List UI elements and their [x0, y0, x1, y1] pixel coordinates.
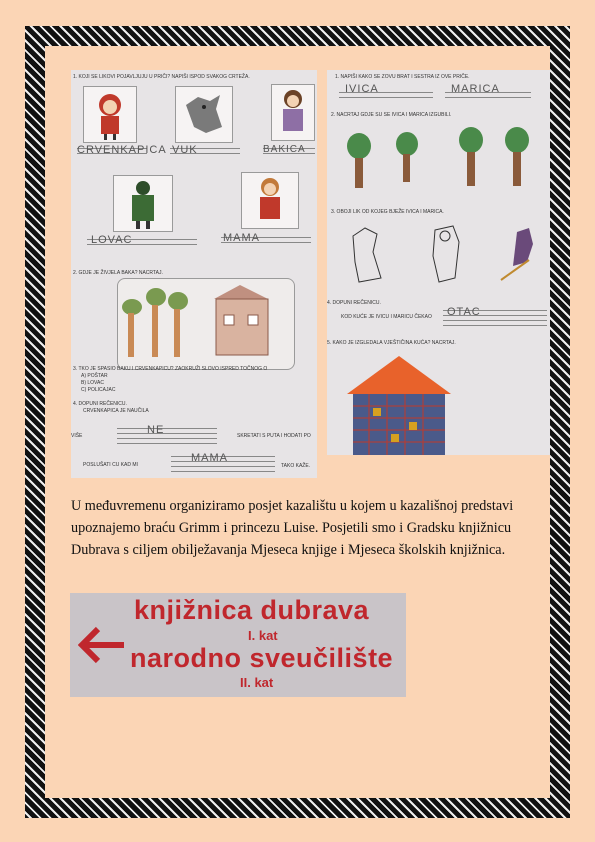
q4-line: KOD KUĆE JE IVICU I MARICU ČEKAO: [341, 314, 432, 320]
q4-label-b: POSLUŠATI CU KAD MI: [83, 462, 138, 468]
answer-line: [443, 320, 547, 326]
sign-line-1: knjižnica dubrava: [134, 595, 370, 625]
worksheet-question-5: 5. KAKO JE IZGLEDALA VJEŠTIČINA KUĆA? NACRTAJ.: [327, 340, 456, 346]
answer-marica: MARICA: [451, 83, 500, 95]
sign-floor-2: II. kat: [240, 675, 274, 690]
option-a: A) POŠTAR: [81, 373, 108, 379]
drawing-mother: [241, 172, 299, 229]
answer-line: [117, 428, 217, 434]
drawing-wolf: [175, 86, 233, 143]
worksheet-question-3: 3. TKO JE SPASIO BAKU I CRVENKAPICU? ZAOKRUŽI SLOVO ISPRED TOČNOG O: [73, 366, 268, 372]
drawing-grandmother-house: [117, 278, 295, 370]
answer-3: BAKICA: [263, 144, 306, 155]
worksheet-question-4: 4. DOPUNI REČENICU.: [73, 401, 127, 407]
sign-floor-1: I. kat: [248, 628, 278, 643]
worksheet-question-3: 3. OBOJI LIK OD KOJEG BJEŽE IVICA I MARICA.: [331, 209, 444, 215]
answer-2: VUK: [172, 144, 198, 156]
sign-line-2: narodno sveučilište: [130, 643, 394, 673]
q4-tail-a: SKRETATI S PUTA I HODATI PO: [237, 433, 311, 439]
worksheet-question-1: 1. KOJI SE LIKOVI POJAVLJUJU U PRIČI? NAPIŠI ISPOD SVAKOG CRTEŽA.: [73, 74, 250, 80]
drawing-witch-house: [345, 356, 455, 460]
worksheet-question-1: 1. NAPIŠI KAKO SE ZOVU BRAT I SESTRA IZ OVE PRIČE.: [335, 74, 470, 80]
option-c: C) POLICAJAC: [81, 387, 116, 393]
q4-answer-a: NE: [147, 424, 165, 436]
q4-answer: OTAC: [447, 306, 481, 318]
q4-line1: CRVENKAPICA JE NAUČILA: [83, 408, 149, 414]
drawing-characters: [343, 222, 543, 293]
answer-4: LOVAC: [91, 234, 133, 246]
worksheet-question-4: 4. DOPUNI REČENICU.: [327, 300, 381, 306]
worksheet-question-2: 2. NACRTAJ GDJE SU SE IVICA I MARICA IZGUBILI.: [331, 112, 452, 118]
q4-label-a: VIŠE: [71, 433, 83, 439]
drawing-forest: [335, 124, 545, 199]
body-paragraph: U međuvremenu organiziramo posjet kazalištu u kojem u kazališnoj predstavi upoznajemo braću Grimm i princezu Luise. Posjetili smo i Gradsku knjižnicu Dubrava s ciljem obilježavanja Mjeseca knjige i Mjeseca školskih knjižnica.: [71, 498, 514, 558]
answer-line: [117, 438, 217, 444]
drawing-grandmother: [271, 84, 315, 141]
q4-answer-b: MAMA: [191, 452, 228, 464]
answer-1: CRVENKAPICA: [77, 144, 167, 156]
worksheet-photo-right: [327, 70, 550, 455]
q4-tail-b: TAKO KAŽE.: [281, 463, 311, 469]
drawing-red-riding-hood: [83, 86, 137, 143]
answer-line: [171, 466, 275, 472]
option-b: B) LOVAC: [81, 380, 104, 386]
worksheet-question-2: 2. GDJE JE ŽIVJELA BAKA? NACRTAJ.: [73, 270, 163, 276]
answer-5: MAMA: [223, 232, 260, 244]
worksheet-photo-left: [71, 70, 317, 478]
arrow-left-icon: [78, 625, 126, 665]
library-sign-photo: [70, 593, 406, 697]
drawing-hunter: [113, 175, 173, 232]
answer-ivica: IVICA: [345, 83, 379, 95]
